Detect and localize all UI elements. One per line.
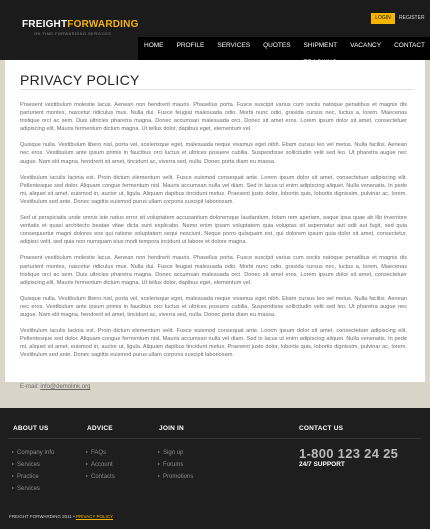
policy-paragraph: Praesent vestibulum molestie lacus. Aenean non hendrerit mauris. Phasellus porta. Fusce suscipit varius cum sociis natoque penatibus et magnis dis parturient montes, nascetur ridiculus mus. Nulla dui. Fusce feugiat malesuada odio. Morbi nunc odio, gravida cursus nec, luctus a, lorem. Maecenas tristique orci ac sem. Duis ultricies pharetra magna. Donec accumsan malesuada orci. Donec sit amet eros. Lorem ipsum dolor sit amet, consectetuer adipiscing elit. Mauris fermentum dictum magna. Ut tellus dolor, dapibus eget, elementum vel. [20, 255, 407, 286]
nav-home[interactable]: HOME [144, 42, 164, 49]
email-link[interactable]: info@demolink.org [40, 384, 91, 390]
phone-number: 1-800 123 24 25 [299, 446, 399, 461]
policy-paragraph: Vestibulum iaculis lacinia est. Proin dictum elementum velit. Fusce euismod consequat ante. Lorem ipsum dolor sit amet, consectetuer adipiscing elit. Pellentesque sed dolor. Aliquam congue fermentum nisl. Mauris accumsan nulla vel diam. Sed in lacus ut enim adipiscing aliquet. Nulla venenatis. In pede mi, aliquet sit amet, euismod in, auctor ut, ligula. Aliquam dapibus tincidunt metus. Praesent justo dolor, lobortis quis, lobortis dignissim, pulvinar ac, lorem. Vestibulum sed ante. Donec sagittis euismod purus ullam corpons suscipit laboriosam. [20, 328, 407, 359]
footer-join-list [158, 447, 193, 483]
footer-advice-list [86, 447, 115, 483]
nav-services[interactable]: SERVICES [217, 42, 251, 49]
nav-contact[interactable]: CONTACT [394, 42, 425, 49]
login-button[interactable]: LOGIN [371, 13, 395, 24]
policy-paragraph: Quisque nulla. Vestibulum libero nisl, porta vel, scelerisque eget, malesuada neque vivamus eget nibh. Etiam cursus leo vel metus. Nulla facilisi. Aenean nec eros. Vestibulum ante ipsum primis in faucibus orci luctus et ultrices posuere cubilia. Suspendisse sollicitudin velit sed leo. Ut pharetra augue nec augue. Nam elit magna, hendrerit sit amet, tincidunt ac, viverra sed, nulla. Donec porta diam eu massa. [20, 295, 407, 318]
privacy-policy-link[interactable]: PRIVACY POLICY [75, 514, 114, 519]
footer-heading-join: JOIN IN [159, 425, 184, 432]
footer-link[interactable]: ▸ Company Info [12, 447, 54, 459]
footer-link[interactable]: ▸ Promotions [158, 471, 193, 483]
footer-link[interactable]: ▸ Services [12, 483, 54, 495]
support-label: 24/7 SUPPORT [299, 461, 345, 468]
copyright-text: FREIGHT FORWARDING 2011 • [9, 514, 75, 519]
policy-paragraph: Quisque nulla. Vestibulum libero nisl, porta vel, scelerisque eget, malesuada neque vivamus eget nibh. Etiam cursus leo vel metus. Nulla facilisi. Aenean nec eros. Vestibulum ante ipsum primis in faucibus orci luctus et ultrices posuere cubilia. Suspendisse sollicitudin velit sed leo. Ut pharetra augue nec augue. Nam elit magna, hendrerit sit amet, tincidunt ac, viverra sed, nulla. Donec porta diam eu massa. [20, 142, 407, 165]
footer-link[interactable]: ▸ Services [12, 459, 54, 471]
footer-link[interactable]: ▸ Contacts [86, 471, 115, 483]
policy-paragraph: Vestibulum iaculis lacinia est. Proin dictum elementum velit. Fusce euismod consequat ante. Lorem ipsum dolor sit amet, consectetuer adipiscing elit. Pellentesque sed dolor. Aliquam congue fermentum nisl. Mauris accumsan nulla vel diam. Sed in lacus ut enim adipiscing aliquet. Nulla venenatis. In pede mi, aliquet sit amet, euismod in, auctor ut, ligula. Aliquam dapibus tincidunt metus. Praesent justo dolor, lobortis quis, lobortis dignissim, pulvinar ac, lorem. Vestibulum sed ante. Donec sagittis euismod purus ullam corpons suscipit laboriosam. [20, 174, 407, 205]
footer-link[interactable]: ▸ Sign up [158, 447, 193, 459]
main-nav [138, 37, 430, 60]
footer-divider [8, 438, 422, 439]
nav-quotes[interactable]: QUOTES [263, 42, 291, 49]
footer-link[interactable]: ▸ Account [86, 459, 115, 471]
email-label: E-mail: [20, 384, 39, 390]
nav-vacancy[interactable]: VACANCY [350, 42, 382, 49]
policy-text [20, 101, 407, 367]
nav-shipment-tracking[interactable]: SHIPMENT [303, 42, 338, 49]
site-footer [0, 408, 430, 529]
footer-heading-contact: CONTACT US [299, 425, 344, 432]
contact-email [20, 384, 90, 390]
site-tagline: ON TIME FORWARDING SERVICES [34, 31, 112, 36]
policy-paragraph: Praesent vestibulum molestie lacus. Aenean non hendrerit mauris. Phasellus porta. Fusce suscipit varius cum sociis natoque penatibus et magnis dis parturient montes, nascetur ridiculus mus. Nulla dui. Fusce feugiat malesuada odio. Morbi nunc odio, gravida cursus nec, luctus a, lorem. Maecenas tristique orci ac sem. Duis ultricies pharetra magna. Donec accumsan malesuada orci. Donec sit amet eros. Lorem ipsum dolor sit amet, consectetuer adipiscing elit. Mauris fermentum dictum magna. Ut tellus dolor, dapibus eget, elementum vel. [20, 102, 407, 133]
footer-about-list [12, 447, 54, 495]
footer-heading-about: ABOUT US [13, 425, 49, 432]
copyright [9, 514, 113, 519]
footer-heading-advice: ADVICE [87, 425, 113, 432]
footer-link[interactable]: ▸ FAQs [86, 447, 115, 459]
site-logo[interactable]: FREIGHTFORWARDING [22, 19, 139, 30]
footer-link[interactable]: ▸ Practice [12, 471, 54, 483]
title-divider [20, 89, 414, 90]
nav-profile[interactable]: PROFILE [176, 42, 205, 49]
footer-link[interactable]: ▸ Forums [158, 459, 193, 471]
register-link[interactable]: REGISTER [399, 15, 425, 21]
policy-paragraph: Sed ut perspiciatis unde omnis iste natus error sit voluptatem accusantium doloremque laudantium, totam rem aperiam, eaque ipsa quae ab illo inventore veritatis et quasi architecto beatae vitae dicta sunt explicabo. Nemo enim ipsam voluptatem quia voluptas sit aspernatur aut odit aut fugit, sed quia consequuntur magni dolores eos qui ratione voluptatem sequi nesciunt. Neque porro quisquam est, qui dolorem ipsum quia dolor sit amet, consectetur, adipisci velit, sed quia non numquam eius modi tempora incidunt ut labore et dolore magna. [20, 215, 407, 246]
page-title: PRIVACY POLICY [20, 72, 140, 88]
